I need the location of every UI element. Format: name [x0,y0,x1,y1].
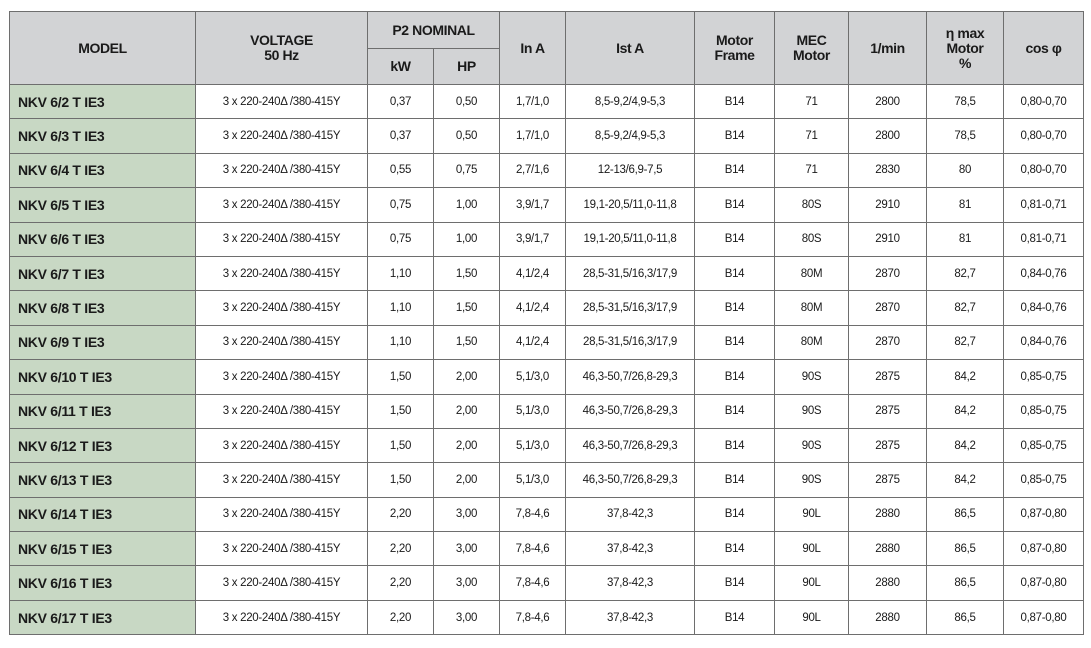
table-row [10,463,1084,497]
cell-hp: 0,75 [434,153,500,187]
cell-cos-phi: 0,87-0,80 [1004,497,1084,531]
cell-rpm: 2875 [849,463,927,497]
cell-model: NKV 6/15 T IE3 [10,532,196,566]
cell-cos-phi: 0,85-0,75 [1004,394,1084,428]
cell-voltage: 3 x 220-240Δ /380-415Y [196,600,368,634]
table-row [10,119,1084,153]
cell-in-a: 7,8-4,6 [500,532,566,566]
table-row [10,256,1084,290]
cell-hp: 1,50 [434,256,500,290]
cell-motor-frame: B14 [695,222,775,256]
cell-in-a: 5,1/3,0 [500,463,566,497]
cell-eta: 84,2 [927,394,1004,428]
header-in-a: In A [500,12,566,85]
cell-kw: 2,20 [368,600,434,634]
cell-eta: 81 [927,188,1004,222]
cell-mec-motor: 90L [775,497,849,531]
cell-rpm: 2880 [849,566,927,600]
cell-kw: 2,20 [368,497,434,531]
cell-rpm: 2880 [849,532,927,566]
cell-model: NKV 6/12 T IE3 [10,428,196,462]
header-motor-frame [695,12,775,85]
table-row [10,360,1084,394]
cell-ist-a: 8,5-9,2/4,9-5,3 [566,85,695,119]
cell-ist-a: 19,1-20,5/11,0-11,8 [566,222,695,256]
cell-ist-a: 28,5-31,5/16,3/17,9 [566,256,695,290]
cell-model: NKV 6/13 T IE3 [10,463,196,497]
cell-mec-motor: 90L [775,600,849,634]
cell-hp: 3,00 [434,566,500,600]
cell-model: NKV 6/10 T IE3 [10,360,196,394]
cell-voltage: 3 x 220-240Δ /380-415Y [196,85,368,119]
cell-rpm: 2875 [849,360,927,394]
cell-hp: 1,00 [434,222,500,256]
cell-ist-a: 28,5-31,5/16,3/17,9 [566,291,695,325]
cell-ist-a: 46,3-50,7/26,8-29,3 [566,360,695,394]
cell-mec-motor: 90S [775,394,849,428]
cell-in-a: 4,1/2,4 [500,291,566,325]
cell-motor-frame: B14 [695,85,775,119]
cell-eta: 86,5 [927,566,1004,600]
cell-in-a: 4,1/2,4 [500,325,566,359]
cell-mec-motor: 90S [775,463,849,497]
cell-in-a: 3,9/1,7 [500,222,566,256]
cell-rpm: 2870 [849,256,927,290]
cell-ist-a: 8,5-9,2/4,9-5,3 [566,119,695,153]
cell-kw: 0,75 [368,222,434,256]
cell-voltage: 3 x 220-240Δ /380-415Y [196,497,368,531]
cell-in-a: 1,7/1,0 [500,85,566,119]
cell-motor-frame: B14 [695,428,775,462]
cell-motor-frame: B14 [695,256,775,290]
table-row [10,497,1084,531]
cell-voltage: 3 x 220-240Δ /380-415Y [196,291,368,325]
cell-model: NKV 6/5 T IE3 [10,188,196,222]
cell-mec-motor: 71 [775,85,849,119]
cell-hp: 2,00 [434,463,500,497]
cell-eta: 82,7 [927,325,1004,359]
cell-hp: 1,50 [434,325,500,359]
cell-model: NKV 6/9 T IE3 [10,325,196,359]
cell-kw: 1,50 [368,394,434,428]
cell-hp: 0,50 [434,85,500,119]
cell-kw: 0,55 [368,153,434,187]
cell-voltage: 3 x 220-240Δ /380-415Y [196,463,368,497]
cell-motor-frame: B14 [695,566,775,600]
cell-model: NKV 6/3 T IE3 [10,119,196,153]
cell-voltage: 3 x 220-240Δ /380-415Y [196,532,368,566]
cell-in-a: 7,8-4,6 [500,600,566,634]
cell-voltage: 3 x 220-240Δ /380-415Y [196,153,368,187]
table-row [10,532,1084,566]
cell-cos-phi: 0,85-0,75 [1004,428,1084,462]
cell-motor-frame: B14 [695,532,775,566]
cell-mec-motor: 90S [775,360,849,394]
header-eta-line3: % [958,54,972,71]
cell-voltage: 3 x 220-240Δ /380-415Y [196,222,368,256]
cell-kw: 1,10 [368,291,434,325]
cell-voltage: 3 x 220-240Δ /380-415Y [196,119,368,153]
table-row [10,153,1084,187]
cell-voltage: 3 x 220-240Δ /380-415Y [196,566,368,600]
cell-eta: 84,2 [927,360,1004,394]
cell-ist-a: 37,8-42,3 [566,600,695,634]
cell-motor-frame: B14 [695,291,775,325]
cell-motor-frame: B14 [695,188,775,222]
cell-rpm: 2875 [849,428,927,462]
cell-ist-a: 28,5-31,5/16,3/17,9 [566,325,695,359]
cell-rpm: 2800 [849,85,927,119]
cell-mec-motor: 80S [775,188,849,222]
cell-eta: 81 [927,222,1004,256]
cell-eta: 84,2 [927,463,1004,497]
cell-voltage: 3 x 220-240Δ /380-415Y [196,325,368,359]
header-eta-max [927,12,1004,85]
cell-cos-phi: 0,81-0,71 [1004,188,1084,222]
table-row [10,85,1084,119]
cell-cos-phi: 0,81-0,71 [1004,222,1084,256]
cell-hp: 1,00 [434,188,500,222]
header-voltage [196,12,368,85]
cell-rpm: 2800 [849,119,927,153]
cell-cos-phi: 0,85-0,75 [1004,463,1084,497]
table-row [10,222,1084,256]
cell-cos-phi: 0,85-0,75 [1004,360,1084,394]
cell-in-a: 7,8-4,6 [500,497,566,531]
cell-kw: 0,37 [368,119,434,153]
table-row [10,566,1084,600]
header-mec-motor-line2: Motor [793,47,830,63]
table-row [10,291,1084,325]
header-p2-nominal: P2 NOMINAL [368,12,500,49]
cell-mec-motor: 80M [775,291,849,325]
cell-in-a: 5,1/3,0 [500,394,566,428]
table-row [10,325,1084,359]
cell-cos-phi: 0,84-0,76 [1004,256,1084,290]
cell-cos-phi: 0,80-0,70 [1004,153,1084,187]
table-row [10,394,1084,428]
cell-model: NKV 6/6 T IE3 [10,222,196,256]
cell-cos-phi: 0,87-0,80 [1004,600,1084,634]
table-body [10,85,1084,635]
motor-spec-table [9,11,1084,635]
cell-kw: 0,37 [368,85,434,119]
cell-ist-a: 46,3-50,7/26,8-29,3 [566,463,695,497]
cell-hp: 0,50 [434,119,500,153]
cell-ist-a: 19,1-20,5/11,0-11,8 [566,188,695,222]
header-voltage-line2: 50 Hz [264,47,299,63]
cell-hp: 1,50 [434,291,500,325]
cell-ist-a: 12-13/6,9-7,5 [566,153,695,187]
cell-motor-frame: B14 [695,153,775,187]
table-row [10,188,1084,222]
cell-mec-motor: 71 [775,119,849,153]
cell-eta: 78,5 [927,85,1004,119]
cell-kw: 1,10 [368,325,434,359]
cell-motor-frame: B14 [695,325,775,359]
cell-mec-motor: 80M [775,256,849,290]
cell-motor-frame: B14 [695,600,775,634]
cell-cos-phi: 0,87-0,80 [1004,532,1084,566]
cell-ist-a: 37,8-42,3 [566,532,695,566]
cell-hp: 3,00 [434,600,500,634]
cell-rpm: 2880 [849,600,927,634]
cell-kw: 1,50 [368,428,434,462]
cell-in-a: 7,8-4,6 [500,566,566,600]
cell-voltage: 3 x 220-240Δ /380-415Y [196,256,368,290]
cell-mec-motor: 80M [775,325,849,359]
cell-ist-a: 37,8-42,3 [566,566,695,600]
cell-voltage: 3 x 220-240Δ /380-415Y [196,188,368,222]
cell-rpm: 2870 [849,325,927,359]
table-row [10,600,1084,634]
cell-cos-phi: 0,84-0,76 [1004,291,1084,325]
cell-mec-motor: 90L [775,566,849,600]
cell-eta: 78,5 [927,119,1004,153]
cell-in-a: 5,1/3,0 [500,428,566,462]
cell-hp: 2,00 [434,428,500,462]
cell-motor-frame: B14 [695,394,775,428]
cell-mec-motor: 71 [775,153,849,187]
cell-model: NKV 6/17 T IE3 [10,600,196,634]
cell-mec-motor: 80S [775,222,849,256]
cell-in-a: 5,1/3,0 [500,360,566,394]
cell-rpm: 2830 [849,153,927,187]
cell-kw: 2,20 [368,532,434,566]
cell-model: NKV 6/14 T IE3 [10,497,196,531]
cell-eta: 80 [927,153,1004,187]
table-row [10,428,1084,462]
table-header [10,12,1084,85]
cell-eta: 86,5 [927,532,1004,566]
cell-rpm: 2910 [849,188,927,222]
header-motor-frame-line2: Frame [714,47,755,63]
cell-cos-phi: 0,87-0,80 [1004,566,1084,600]
cell-cos-phi: 0,84-0,76 [1004,325,1084,359]
cell-ist-a: 37,8-42,3 [566,497,695,531]
header-eta-line1: η max [945,24,985,41]
header-kw: kW [368,49,434,85]
cell-mec-motor: 90L [775,532,849,566]
cell-cos-phi: 0,80-0,70 [1004,119,1084,153]
cell-motor-frame: B14 [695,119,775,153]
cell-hp: 2,00 [434,360,500,394]
cell-rpm: 2870 [849,291,927,325]
cell-model: NKV 6/7 T IE3 [10,256,196,290]
cell-hp: 3,00 [434,532,500,566]
cell-rpm: 2910 [849,222,927,256]
header-voltage-line1: VOLTAGE [250,32,313,48]
header-motor-frame-line1: Motor [716,32,753,48]
cell-cos-phi: 0,80-0,70 [1004,85,1084,119]
cell-voltage: 3 x 220-240Δ /380-415Y [196,428,368,462]
header-mec-motor [775,12,849,85]
cell-model: NKV 6/4 T IE3 [10,153,196,187]
cell-motor-frame: B14 [695,463,775,497]
cell-eta: 86,5 [927,600,1004,634]
cell-model: NKV 6/8 T IE3 [10,291,196,325]
cell-kw: 1,10 [368,256,434,290]
cell-eta: 82,7 [927,291,1004,325]
cell-kw: 1,50 [368,463,434,497]
cell-eta: 86,5 [927,497,1004,531]
cell-kw: 2,20 [368,566,434,600]
cell-in-a: 2,7/1,6 [500,153,566,187]
cell-model: NKV 6/2 T IE3 [10,85,196,119]
cell-in-a: 1,7/1,0 [500,119,566,153]
cell-motor-frame: B14 [695,497,775,531]
header-ist-a: Ist A [566,12,695,85]
cell-rpm: 2875 [849,394,927,428]
cell-eta: 82,7 [927,256,1004,290]
cell-rpm: 2880 [849,497,927,531]
cell-model: NKV 6/16 T IE3 [10,566,196,600]
cell-motor-frame: B14 [695,360,775,394]
cell-in-a: 3,9/1,7 [500,188,566,222]
cell-hp: 2,00 [434,394,500,428]
cell-ist-a: 46,3-50,7/26,8-29,3 [566,428,695,462]
cell-model: NKV 6/11 T IE3 [10,394,196,428]
cell-eta: 84,2 [927,428,1004,462]
cell-voltage: 3 x 220-240Δ /380-415Y [196,360,368,394]
header-hp: HP [434,49,500,85]
cell-mec-motor: 90S [775,428,849,462]
header-rpm: 1/min [849,12,927,85]
header-mec-motor-line1: MEC [796,32,827,48]
cell-kw: 1,50 [368,360,434,394]
cell-voltage: 3 x 220-240Δ /380-415Y [196,394,368,428]
header-model: MODEL [10,12,196,85]
cell-kw: 0,75 [368,188,434,222]
header-cos-phi: cos φ [1004,12,1084,85]
cell-ist-a: 46,3-50,7/26,8-29,3 [566,394,695,428]
cell-in-a: 4,1/2,4 [500,256,566,290]
cell-hp: 3,00 [434,497,500,531]
header-eta-line2: Motor [946,39,984,56]
